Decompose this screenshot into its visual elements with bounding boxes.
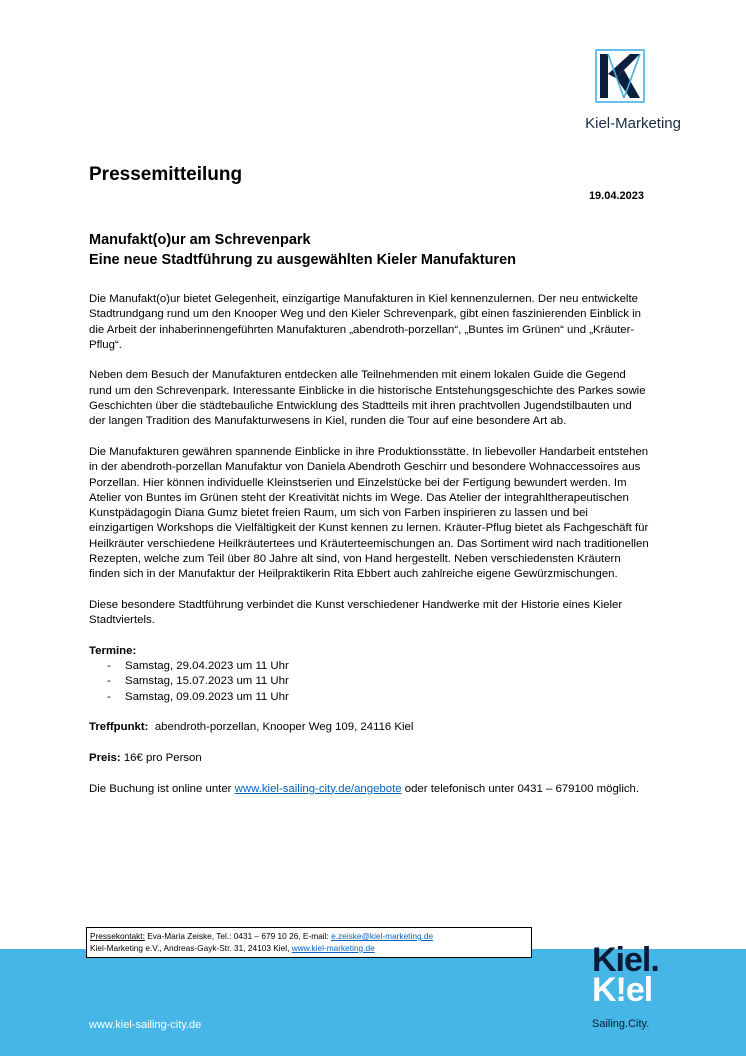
- list-dash: -: [107, 675, 111, 688]
- release-date: 19.04.2023: [588, 190, 644, 202]
- buchung-text-after: oder telefonisch unter 0431 – 679100 möglich.: [401, 782, 640, 795]
- buchung-text-before: Die Buchung ist online unter: [89, 782, 235, 795]
- preis-value: 16€ pro Person: [123, 751, 202, 764]
- treffpunkt-label: Treffpunkt:: [89, 721, 149, 734]
- termin-date: Samstag, 09.09.2023 um 11 Uhr: [125, 690, 289, 703]
- preis-label: Preis:: [89, 751, 121, 764]
- termin-date: Samstag, 15.07.2023 um 11 Uhr: [125, 675, 289, 688]
- press-contact-box: [86, 927, 532, 958]
- paragraph-4: Diese besondere Stadtführung verbindet die Kunst verschiedener Handwerke mit der Historie eines Kieler Stadtviertels.: [89, 598, 623, 627]
- kiel-sailing-city-logo: [592, 943, 682, 1043]
- paragraph-3: Die Manufakturen gewähren spannende Einblicke in ihre Produktionsstätte. In liebevoller Handarbeit entstehen in der abendroth-porzellan Manufaktur von Daniela Abendroth Geschirr und besondere Wohnaccessoires aus Porzellan. Hier können individuelle Kleinstserien und Einzelstücke bei der Fertigung bewundert werden. Im Atelier von Buntes im Grünen steht der Kreativität nichts im Wege. Das Atelier der integrahltherapeutischen Kunstpädagogin Diana Gumz bietet freien Raum, um sich von Farben inspirieren zu lassen und bei einzigartigen Workshops die Vielfältigkeit der Kunst kennen zu lernen. Kräuter-Pflug bietet als Fachgeschäft für Heilkräuter verschiedene Heilkräutertees und Kräuterteemischungen an. Das Sortiment wird nach traditionellen Rezepten, welche zum Teil über 80 Jahre alt sind, von Hand hergestellt. Neben verschiedensten Kräutern finden sich in der Manufaktur der Heilpraktikerin Rita Ebbert auch zahlreiche eigene Gewürzmischungen.: [89, 445, 649, 581]
- paragraph-2: Neben dem Besuch der Manufakturen entdecken alle Teilnehmenden mit einem lokalen Guide die Gegend rund um den Schrevenpark. Interessante Einblicke in die historische Entstehungsgeschichte des Parkes sowie Geschichten über die städtebauliche Entwicklung des Stadtteils mit ihren prachtvollen Jugendstilbauten und der langen Tradition des Manufakturwesens in Kiel, runden die Tour auf eine besondere Art ab.: [89, 369, 646, 428]
- treffpunkt-value: abendroth-porzellan, Knooper Weg 109, 24116 Kiel: [154, 721, 414, 734]
- termine-section: [89, 644, 649, 705]
- list-item: [89, 674, 649, 689]
- list-item: [89, 690, 649, 705]
- page-title: Pressemitteilung: [89, 164, 243, 185]
- headline: [89, 230, 649, 270]
- termin-date: Samstag, 29.04.2023 um 11 Uhr: [125, 660, 289, 673]
- list-item: [89, 659, 649, 674]
- logo-word-kiel-mirror: K!el: [592, 971, 653, 1009]
- contact-email-link[interactable]: e.zeiske@kiel-marketing.de: [331, 931, 434, 941]
- brand-name: Kiel-Marketing: [585, 115, 681, 132]
- kiel-marketing-logo: [585, 48, 681, 138]
- termine-label: Termine:: [89, 644, 137, 657]
- body-text: [89, 292, 649, 812]
- contact-address: Kiel-Marketing e.V., Andreas-Gayk-Str. 31, 24103 Kiel,: [90, 943, 292, 953]
- preis-line: [89, 751, 649, 766]
- list-dash: -: [107, 660, 111, 673]
- kiel-marketing-k-icon: [594, 48, 646, 104]
- paragraph-1: Die Manufakt(o)ur bietet Gelegenheit, einzigartige Manufakturen in Kiel kennenzulernen. Der neu entwickelte Stadtrundgang rund um den Knooper Weg und den Kieler Schrevenpark, gibt einen faszinierenden Einblick in die Arbeit der inhaberinnengeführten Manufakturen „abendroth-porzellan“, „Buntes im Grünen“ und „Kräuter-Pflug“.: [89, 293, 641, 351]
- headline-line-1: Manufakt(o)ur am Schrevenpark: [89, 232, 311, 248]
- list-dash: -: [107, 690, 111, 703]
- logo-tagline: Sailing.City.: [592, 1018, 650, 1030]
- headline-line-2: Eine neue Stadtführung zu ausgewählten Kieler Manufakturen: [89, 252, 516, 268]
- termine-list: [89, 659, 649, 705]
- buchung-line: [89, 782, 649, 797]
- contact-text: Eva-Maria Zeiske, Tel.: 0431 – 679 10 26, E-mail:: [144, 931, 332, 941]
- contact-line-2: [90, 942, 528, 954]
- treffpunkt-line: [89, 720, 649, 735]
- buchung-link[interactable]: www.kiel-sailing-city.de/angebote: [234, 782, 402, 795]
- footer-url: www.kiel-sailing-city.de: [89, 1019, 202, 1031]
- contact-label: Pressekontakt:: [90, 931, 145, 941]
- contact-web-link[interactable]: www.kiel-marketing.de: [291, 943, 375, 953]
- contact-line-1: [90, 930, 528, 942]
- logo-word-kiel: Kiel.: [592, 941, 659, 979]
